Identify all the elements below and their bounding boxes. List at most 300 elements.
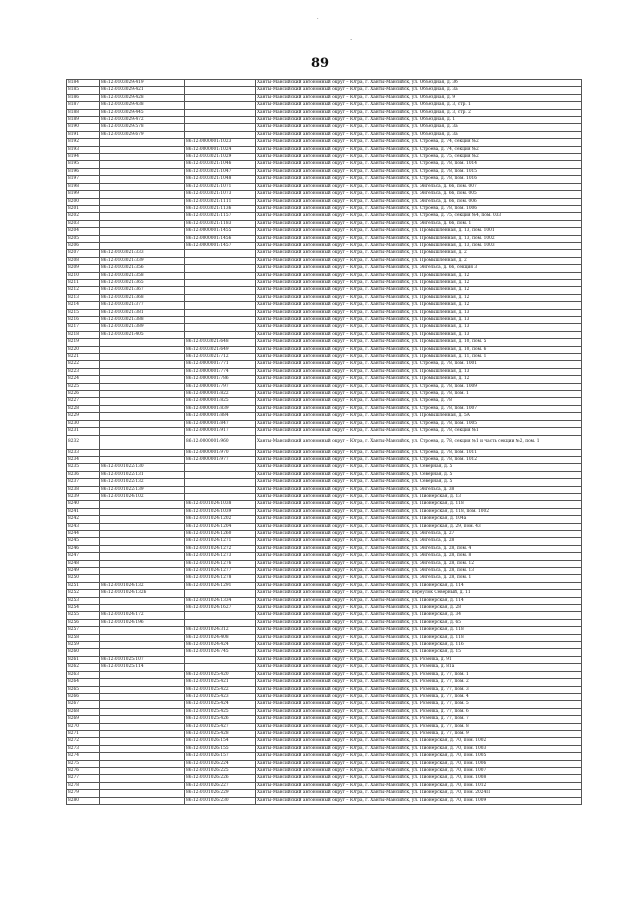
premises-number-cell: 86:12:0000001:1023 [185, 139, 256, 146]
table-row [67, 716, 582, 723]
cadastral-number-cell [100, 745, 185, 752]
table-row [67, 331, 582, 338]
table-row [67, 228, 582, 235]
row-number-cell: 8243 [67, 523, 100, 530]
premises-number-cell [185, 464, 256, 471]
table-row [67, 324, 582, 331]
premises-number-cell [185, 324, 256, 331]
row-number-cell: 8219 [67, 339, 100, 346]
address-cell: Ханты-Мансийский автономный округ – Югра, г. Ханты-Мансийск, ул. Строева, д. 78, пом. 1 [256, 391, 582, 398]
address-cell: Ханты-Мансийский автономный округ – Югра, г. Ханты-Мансийск, ул. Объездная, д. 9 [256, 94, 582, 101]
cadastral-number-cell [100, 568, 185, 575]
cadastral-number-cell [100, 346, 185, 353]
address-cell: Ханты-Мансийский автономный округ – Югра, г. Ханты-Мансийск, ул. Розенка, д. 77, пом. 7 [256, 716, 582, 723]
address-cell: Ханты-Мансийский автономный округ – Югра, г. Ханты-Мансийск, ул. Строева, д. 78, пом. 1015 [256, 168, 582, 175]
cadastral-number-cell: 86:12:0103029:421 [100, 87, 185, 94]
premises-number-cell: 86:12:0101025:422 [185, 686, 256, 693]
address-cell: Ханты-Мансийский автономный округ – Югра, г. Ханты-Мансийск, ул. Розенка, д. 77, пом. 8 [256, 723, 582, 730]
row-number-cell: 8259 [67, 642, 100, 649]
premises-number-cell [185, 124, 256, 131]
premises-number-cell: 86:12:0101024:1038 [185, 501, 256, 508]
cadastral-number-cell: 86:12:0103021:389 [100, 324, 185, 331]
address-cell: Ханты-Мансийский автономный округ – Югра, г. Ханты-Мансийск, ул. Строева, д. 78, пом. 1006 [256, 205, 582, 212]
table-row [67, 428, 582, 435]
scan-speck: · [350, 36, 353, 44]
address-cell: Ханты-Мансийский автономный округ – Югра, г. Ханты-Мансийск, ул. Объездная, д. 3б [256, 80, 582, 87]
row-number-cell: 8212 [67, 287, 100, 294]
table-row [67, 701, 582, 708]
address-cell: Ханты-Мансийский автономный округ – Югра, г. Ханты-Мансийск, ул. Промышленная, д. 13, пом. 1001 [256, 228, 582, 235]
premises-number-cell: 86:12:0101026:225 [185, 767, 256, 774]
row-number-cell: 8248 [67, 560, 100, 567]
cadastral-number-cell: 86:12:0103021:339 [100, 257, 185, 264]
premises-number-cell: 86:12:0103021:1029 [185, 154, 256, 161]
address-cell: Ханты-Мансийский автономный округ – Югра, г. Ханты-Мансийск, ул. Розенка, д. 77, пом. 1 [256, 671, 582, 678]
row-number-cell: 8226 [67, 391, 100, 398]
cadastral-number-cell: 86:12:0103021:367 [100, 287, 185, 294]
table-row [67, 767, 582, 774]
premises-number-cell: 86:12:0103021:1183 [185, 220, 256, 227]
row-number-cell: 8275 [67, 760, 100, 767]
premises-number-cell: 86:12:0101025:425 [185, 708, 256, 715]
premises-number-cell: 86:12:0101025:423 [185, 693, 256, 700]
address-cell: Ханты-Мансийский автономный округ – Югра, г. Ханты-Мансийск, ул. Розенка, д. 77, пом. 2 [256, 679, 582, 686]
address-cell: Ханты-Мансийский автономный округ – Югра, г. Ханты-Мансийск, ул. Пионерская, д. 118 [256, 501, 582, 508]
row-number-cell: 8214 [67, 302, 100, 309]
table-row [67, 590, 582, 597]
row-number-cell: 8271 [67, 730, 100, 737]
premises-number-cell: 86:12:0000001:847 [185, 420, 256, 427]
table-row [67, 109, 582, 116]
cadastral-number-cell [100, 760, 185, 767]
table-row [67, 456, 582, 463]
address-cell: Ханты-Мансийский автономный округ – Югра, г. Ханты-Мансийск, ул. Пионерская, д. 65 [256, 619, 582, 626]
table-row [67, 309, 582, 316]
table-row [67, 523, 582, 530]
address-cell: Ханты-Мансийский автономный округ – Югра, г. Ханты-Мансийск, ул. Пионерская, д. 70, пом. 1012 [256, 782, 582, 789]
address-cell: Ханты-Мансийский автономный округ – Югра, г. Ханты-Мансийск, ул. Энгельса, д. 38 [256, 486, 582, 493]
table-row [67, 627, 582, 634]
cadastral-number-cell: 86:12:0103029:472 [100, 117, 185, 124]
row-number-cell: 8224 [67, 376, 100, 383]
table-row [67, 568, 582, 575]
address-cell: Ханты-Мансийский автономный округ – Югра, г. Ханты-Мансийск, ул. Пионерская, д. 70, пом. 1008 [256, 775, 582, 782]
table-row [67, 102, 582, 109]
table-row [67, 80, 582, 87]
address-cell: Ханты-Мансийский автономный округ – Югра, г. Ханты-Мансийск, ул. Пионерская, д. 29, пом. 43 [256, 523, 582, 530]
row-number-cell: 8194 [67, 154, 100, 161]
premises-number-cell: 86:12:0101024:1276 [185, 560, 256, 567]
cadastral-number-cell: 86:12:0103029:679 [100, 131, 185, 138]
cadastral-number-cell [100, 649, 185, 656]
table-row [67, 198, 582, 205]
address-cell: Ханты-Мансийский автономный округ – Югра, г. Ханты-Мансийск, ул. Промышленная, д. 13 [256, 324, 582, 331]
premises-number-cell: 86:12:0103021:649 [185, 346, 256, 353]
address-cell: Ханты-Мансийский автономный округ – Югра, г. Ханты-Мансийск, ул. Пионерская, д. 116 [256, 642, 582, 649]
premises-number-cell [185, 590, 256, 597]
address-cell: Ханты-Мансийский автономный округ – Югра, г. Ханты-Мансийск, ул. Пионерская, д. 70, пом. 1009 [256, 797, 582, 804]
row-number-cell: 8223 [67, 368, 100, 375]
table-row [67, 493, 582, 500]
table-row [67, 612, 582, 619]
row-number-cell: 8235 [67, 464, 100, 471]
premises-number-cell: 86:12:0000001:786 [185, 376, 256, 383]
premises-number-cell [185, 619, 256, 626]
table-row [67, 94, 582, 101]
row-number-cell: 8263 [67, 671, 100, 678]
row-number-cell: 8266 [67, 693, 100, 700]
row-number-cell: 8186 [67, 94, 100, 101]
cadastral-number-cell [100, 354, 185, 361]
row-number-cell: 8204 [67, 228, 100, 235]
table-row [67, 553, 582, 560]
cadastral-number-cell [100, 420, 185, 427]
row-number-cell: 8236 [67, 471, 100, 478]
address-cell: Ханты-Мансийский автономный округ – Югра, г. Ханты-Мансийск, ул. Энгельса, д. 66, пом. 1 [256, 220, 582, 227]
premises-number-cell: 86:12:0000001:825 [185, 398, 256, 405]
address-cell: Ханты-Мансийский автономный округ – Югра, г. Ханты-Мансийск, ул. Энгельса, д. 28 [256, 538, 582, 545]
premises-number-cell: 86:12:0000001:1455 [185, 228, 256, 235]
premises-number-cell [185, 94, 256, 101]
row-number-cell: 8272 [67, 738, 100, 745]
premises-number-cell: 86:12:0101024:745 [185, 649, 256, 656]
cadastral-number-cell [100, 242, 185, 249]
table-row [67, 272, 582, 279]
row-number-cell: 8184 [67, 80, 100, 87]
cadastral-number-cell [100, 575, 185, 582]
table-row [67, 257, 582, 264]
premises-number-cell: 86:12:0103021:1157 [185, 213, 256, 220]
address-cell: Ханты-Мансийский автономный округ – Югра, г. Ханты-Мансийск, ул. Розенка, д. 77, пом. 3 [256, 686, 582, 693]
table-row [67, 730, 582, 737]
premises-number-cell [185, 294, 256, 301]
cadastral-number-cell: 86:12:0103029:438 [100, 102, 185, 109]
cadastral-number-cell: 86:12:0101024:172 [100, 612, 185, 619]
row-number-cell: 8228 [67, 405, 100, 412]
premises-number-cell: 86:12:0103021:712 [185, 354, 256, 361]
table-row [67, 605, 582, 612]
table-row [67, 656, 582, 663]
row-number-cell: 8237 [67, 479, 100, 486]
premises-number-cell [185, 471, 256, 478]
table-row [67, 471, 582, 478]
address-cell: Ханты-Мансийский автономный округ – Югра, г. Ханты-Мансийск, ул. Промышленная, д. 13, пом. 1002 [256, 235, 582, 242]
table-row [67, 191, 582, 198]
row-number-cell: 8245 [67, 538, 100, 545]
premises-number-cell: 86:12:0101024:1273 [185, 553, 256, 560]
table-row [67, 250, 582, 257]
table-row [67, 368, 582, 375]
table-row [67, 686, 582, 693]
address-cell: Ханты-Мансийский автономный округ – Югра, г. Ханты-Мансийск, ул. Розенка, д. 91 [256, 656, 582, 663]
cadastral-number-cell: 86:12:0103029:578 [100, 124, 185, 131]
table-row [67, 782, 582, 789]
row-number-cell: 8191 [67, 131, 100, 138]
premises-number-cell: 86:12:0101026:224 [185, 760, 256, 767]
row-number-cell: 8202 [67, 213, 100, 220]
table-row [67, 346, 582, 353]
row-number-cell: 8261 [67, 656, 100, 663]
address-cell: Ханты-Мансийский автономный округ – Югра, г. Ханты-Мансийск, ул. Строева, д. 78, секция №1 [256, 428, 582, 435]
address-cell: Ханты-Мансийский автономный округ – Югра, г. Ханты-Мансийск, ул. Северная, д. 5 [256, 479, 582, 486]
cadastral-number-cell: 86:12:0103021:405 [100, 331, 185, 338]
address-cell: Ханты-Мансийский автономный округ – Югра, г. Ханты-Мансийск, ул. Промышленная, д. 13 [256, 331, 582, 338]
table-row [67, 183, 582, 190]
row-number-cell: 8185 [67, 87, 100, 94]
premises-number-cell [185, 257, 256, 264]
cadastral-number-cell [100, 198, 185, 205]
table-row [67, 545, 582, 552]
address-cell: Ханты-Мансийский автономный округ – Югра, г. Ханты-Мансийск, ул. Пионерская, д. 118 [256, 627, 582, 634]
address-cell: Ханты-Мансийский автономный округ – Югра, г. Ханты-Мансийск, переулок Северный, д. 11 [256, 590, 582, 597]
address-cell: Ханты-Мансийский автономный округ – Югра, г. Ханты-Мансийск, ул. Энгельса, д. 66, пом. 007 [256, 183, 582, 190]
premises-number-cell: 86:12:0000001:977 [185, 456, 256, 463]
premises-number-cell: 86:12:0000001:917 [185, 428, 256, 435]
table-row [67, 530, 582, 537]
premises-number-cell [185, 272, 256, 279]
premises-number-cell: 86:12:0000001:960 [185, 435, 256, 449]
address-cell: Ханты-Мансийский автономный округ – Югра, г. Ханты-Мансийск, ул. Энгельса, д. 28, пом. 8 [256, 553, 582, 560]
row-number-cell: 8253 [67, 597, 100, 604]
premises-number-cell [185, 250, 256, 257]
address-cell: Ханты-Мансийский автономный округ – Югра, г. Ханты-Мансийск, ул. Пионерская, д. 114 [256, 597, 582, 604]
table-row [67, 361, 582, 368]
address-cell: Ханты-Мансийский автономный округ – Югра, г. Ханты-Мансийск, ул. Пионерская, д. 70, пом. 1003 [256, 745, 582, 752]
premises-number-cell: 86:12:0101026:227 [185, 782, 256, 789]
premises-number-cell: 86:12:0101024:1260 [185, 530, 256, 537]
cadastral-number-cell [100, 183, 185, 190]
premises-number-cell [185, 479, 256, 486]
premises-number-cell: 86:12:0103021:1071 [185, 183, 256, 190]
cadastral-number-cell [100, 553, 185, 560]
cadastral-number-cell [100, 456, 185, 463]
cadastral-number-cell: 86:12:0103029:419 [100, 80, 185, 87]
address-cell: Ханты-Мансийский автономный округ – Югра, г. Ханты-Мансийск, ул. Промышленная, д. 12 [256, 376, 582, 383]
premises-number-cell [185, 317, 256, 324]
table-row [67, 508, 582, 515]
address-cell: Ханты-Мансийский автономный округ – Югра, г. Ханты-Мансийск, ул. Энгельса, д. 66, секция 3 [256, 265, 582, 272]
row-number-cell: 8269 [67, 716, 100, 723]
cadastral-number-cell [100, 790, 185, 797]
premises-number-cell: 86:12:0103021:1046 [185, 161, 256, 168]
row-number-cell: 8270 [67, 723, 100, 730]
premises-number-cell: 86:12:0101026:155 [185, 745, 256, 752]
cadastral-number-cell: 86:12:0103021:381 [100, 309, 185, 316]
cadastral-number-cell: 86:12:0101024:1326 [100, 590, 185, 597]
premises-number-cell: 86:12:0101025:421 [185, 679, 256, 686]
premises-number-cell: 86:12:0101024:1278 [185, 575, 256, 582]
row-number-cell: 8238 [67, 486, 100, 493]
address-cell: Ханты-Мансийский автономный округ – Югра, г. Ханты-Мансийск, ул. Строева, д. 78, пом. 1011 [256, 449, 582, 456]
address-cell: Ханты-Мансийский автономный округ – Югра, г. Ханты-Мансийск, ул. Объездная, д. 3, стр. 2 [256, 109, 582, 116]
address-cell: Ханты-Мансийский автономный округ – Югра, г. Ханты-Мансийск, ул. Промышленная, д. 5А [256, 413, 582, 420]
premises-number-cell: 86:12:0101024:1334 [185, 597, 256, 604]
address-cell: Ханты-Мансийский автономный округ – Югра, г. Ханты-Мансийск, ул. Строева, д. 78, пом. 1014 [256, 161, 582, 168]
table-row [67, 738, 582, 745]
row-number-cell: 8197 [67, 176, 100, 183]
cadastral-number-cell [100, 391, 185, 398]
cadastral-number-cell [100, 501, 185, 508]
cadastral-number-cell [100, 213, 185, 220]
premises-number-cell [185, 287, 256, 294]
premises-number-cell: 86:12:0101024:1277 [185, 568, 256, 575]
cadastral-number-cell: 86:12:0101024:196 [100, 619, 185, 626]
cadastral-number-cell [100, 383, 185, 390]
row-number-cell: 8234 [67, 456, 100, 463]
premises-number-cell [185, 131, 256, 138]
premises-number-cell [185, 102, 256, 109]
premises-number-cell: 86:12:0101025:427 [185, 723, 256, 730]
cadastral-number-cell [100, 161, 185, 168]
row-number-cell: 8232 [67, 435, 100, 449]
table-row [67, 124, 582, 131]
cadastral-number-cell [100, 627, 185, 634]
table-row [67, 287, 582, 294]
premises-number-cell: 86:12:0101025:420 [185, 671, 256, 678]
page-number: 89 [310, 56, 330, 71]
table-row [67, 220, 582, 227]
premises-number-cell: 86:12:0103021:1048 [185, 176, 256, 183]
cadastral-number-cell [100, 716, 185, 723]
row-number-cell: 8198 [67, 183, 100, 190]
premises-number-cell: 86:12:0000001:771 [185, 361, 256, 368]
table-row [67, 131, 582, 138]
premises-number-cell [185, 486, 256, 493]
row-number-cell: 8252 [67, 590, 100, 597]
cadastral-number-cell [100, 398, 185, 405]
address-cell: Ханты-Мансийский автономный округ – Югра, г. Ханты-Мансийск, ул. Пионерская, д. 70, пом. 1005 [256, 753, 582, 760]
row-number-cell: 8209 [67, 265, 100, 272]
address-cell: Ханты-Мансийский автономный округ – Югра, г. Ханты-Мансийск, ул. Строева, д. 78, пом. 1005 [256, 420, 582, 427]
address-cell: Ханты-Мансийский автономный округ – Югра, г. Ханты-Мансийск, ул. Пионерская, д. 13 [256, 493, 582, 500]
premises-number-cell [185, 656, 256, 663]
cadastral-number-cell [100, 168, 185, 175]
row-number-cell: 8255 [67, 612, 100, 619]
cadastral-number-cell [100, 154, 185, 161]
cadastral-number-cell [100, 642, 185, 649]
registry-body [67, 80, 582, 805]
address-cell: Ханты-Мансийский автономный округ – Югра, г. Ханты-Мансийск, ул. Строева, д. 78, пом. 1009 [256, 383, 582, 390]
row-number-cell: 8210 [67, 272, 100, 279]
cadastral-number-cell [100, 797, 185, 804]
cadastral-number-cell [100, 139, 185, 146]
table-row [67, 597, 582, 604]
cadastral-number-cell [100, 516, 185, 523]
premises-number-cell [185, 302, 256, 309]
premises-number-cell: 86:12:0000001:1457 [185, 242, 256, 249]
registry-table [66, 79, 582, 805]
cadastral-number-cell: 86:12:0101022:130 [100, 464, 185, 471]
cadastral-number-cell: 86:12:0103021:356 [100, 265, 185, 272]
premises-number-cell: 86:12:0101026:157 [185, 753, 256, 760]
cadastral-number-cell [100, 205, 185, 212]
row-number-cell: 8262 [67, 664, 100, 671]
row-number-cell: 8241 [67, 508, 100, 515]
premises-number-cell: 86:12:0103021:648 [185, 339, 256, 346]
address-cell: Ханты-Мансийский автономный округ – Югра, г. Ханты-Мансийск, ул. Промышленная, д. 12 [256, 294, 582, 301]
table-row [67, 235, 582, 242]
address-cell: Ханты-Мансийский автономный округ – Югра, г. Ханты-Мансийск, ул. Строева, д. 74, секция №2 [256, 146, 582, 153]
cadastral-number-cell: 86:12:0103021:333 [100, 250, 185, 257]
address-cell: Ханты-Мансийский автономный округ – Югра, г. Ханты-Мансийск, ул. Строева, д. 75, секция №2 [256, 154, 582, 161]
row-number-cell: 8246 [67, 545, 100, 552]
cadastral-number-cell: 86:12:0101022:131 [100, 471, 185, 478]
cadastral-number-cell [100, 530, 185, 537]
table-row [67, 790, 582, 797]
cadastral-number-cell [100, 449, 185, 456]
table-row [67, 560, 582, 567]
premises-number-cell: 86:12:0103021:1111 [185, 198, 256, 205]
row-number-cell: 8193 [67, 146, 100, 153]
address-cell: Ханты-Мансийский автономный округ – Югра, г. Ханты-Мансийск, ул. Энгельса, д. 28, пом. 12 [256, 560, 582, 567]
row-number-cell: 8217 [67, 324, 100, 331]
cadastral-number-cell [100, 228, 185, 235]
table-row [67, 279, 582, 286]
cadastral-number-cell [100, 405, 185, 412]
premises-number-cell [185, 117, 256, 124]
address-cell: Ханты-Мансийский автономный округ – Югра, г. Ханты-Мансийск, ул. Пионерская, д. 104а [256, 516, 582, 523]
row-number-cell: 8260 [67, 649, 100, 656]
address-cell: Ханты-Мансийский автономный округ – Югра, г. Ханты-Мансийск, ул. Северная, д. 5 [256, 471, 582, 478]
row-number-cell: 8276 [67, 767, 100, 774]
cadastral-number-cell: 86:12:0103021:358 [100, 272, 185, 279]
table-row [67, 449, 582, 456]
premises-number-cell [185, 612, 256, 619]
row-number-cell: 8192 [67, 139, 100, 146]
cadastral-number-cell: 86:12:0101024:102 [100, 493, 185, 500]
address-cell: Ханты-Мансийский автономный округ – Югра, г. Ханты-Мансийск, ул. Энгельса, д. 66, пом. 005 [256, 191, 582, 198]
address-cell: Ханты-Мансийский автономный округ – Югра, г. Ханты-Мансийск, ул. Пионерская, д. 118 [256, 634, 582, 641]
cadastral-number-cell: 86:12:0103021:368 [100, 294, 185, 301]
address-cell: Ханты-Мансийский автономный округ – Югра, г. Ханты-Мансийск, ул. Строева, д. 78, секция №1 и часть секции №2, пом. 1 [256, 435, 582, 449]
address-cell: Ханты-Мансийский автономный округ – Югра, г. Ханты-Мансийск, ул. Энгельса, д. 28, пом. 13 [256, 568, 582, 575]
row-number-cell: 8278 [67, 782, 100, 789]
row-number-cell: 8279 [67, 790, 100, 797]
premises-number-cell: 86:12:0101024:1204 [185, 523, 256, 530]
row-number-cell: 8190 [67, 124, 100, 131]
premises-number-cell: 86:12:0101024:408 [185, 634, 256, 641]
row-number-cell: 8218 [67, 331, 100, 338]
row-number-cell: 8231 [67, 428, 100, 435]
address-cell: Ханты-Мансийский автономный округ – Югра, г. Ханты-Мансийск, ул. Пионерская, д. 118, пом. 1002 [256, 508, 582, 515]
address-cell: Ханты-Мансийский автономный округ – Югра, г. Ханты-Мансийск, ул. Объездная, д. 3а [256, 131, 582, 138]
row-number-cell: 8273 [67, 745, 100, 752]
address-cell: Ханты-Мансийский автономный округ – Югра, г. Ханты-Мансийск, ул. Объездная, д. 3а [256, 124, 582, 131]
address-cell: Ханты-Мансийский автономный округ – Югра, г. Ханты-Мансийск, ул. Пионерская, д. 34 [256, 612, 582, 619]
table-row [67, 664, 582, 671]
row-number-cell: 8196 [67, 168, 100, 175]
premises-number-cell: 86:12:0101024:424 [185, 642, 256, 649]
table-row [67, 435, 582, 449]
table-row [67, 516, 582, 523]
row-number-cell: 8254 [67, 605, 100, 612]
row-number-cell: 8250 [67, 575, 100, 582]
address-cell: Ханты-Мансийский автономный округ – Югра, г. Ханты-Мансийск, ул. Объездная, д. 3, стр. 1 [256, 102, 582, 109]
address-cell: Ханты-Мансийский автономный округ – Югра, г. Ханты-Мансийск, ул. Пионерская, д. 70, пом. 1006 [256, 760, 582, 767]
table-row [67, 486, 582, 493]
premises-number-cell: 86:12:0101024:312 [185, 627, 256, 634]
row-number-cell: 8206 [67, 242, 100, 249]
scan-speck: ˙ [316, 18, 320, 26]
cadastral-number-cell [100, 361, 185, 368]
table-row [67, 642, 582, 649]
cadastral-number-cell [100, 701, 185, 708]
address-cell: Ханты-Мансийский автономный округ – Югра, г. Ханты-Мансийск, ул. Промышленная, д. 12 [256, 287, 582, 294]
table-row [67, 501, 582, 508]
premises-number-cell [185, 664, 256, 671]
table-row [67, 405, 582, 412]
address-cell: Ханты-Мансийский автономный округ – Югра, г. Ханты-Мансийск, ул. Пионерская, д. 70, пом. 2024П [256, 790, 582, 797]
